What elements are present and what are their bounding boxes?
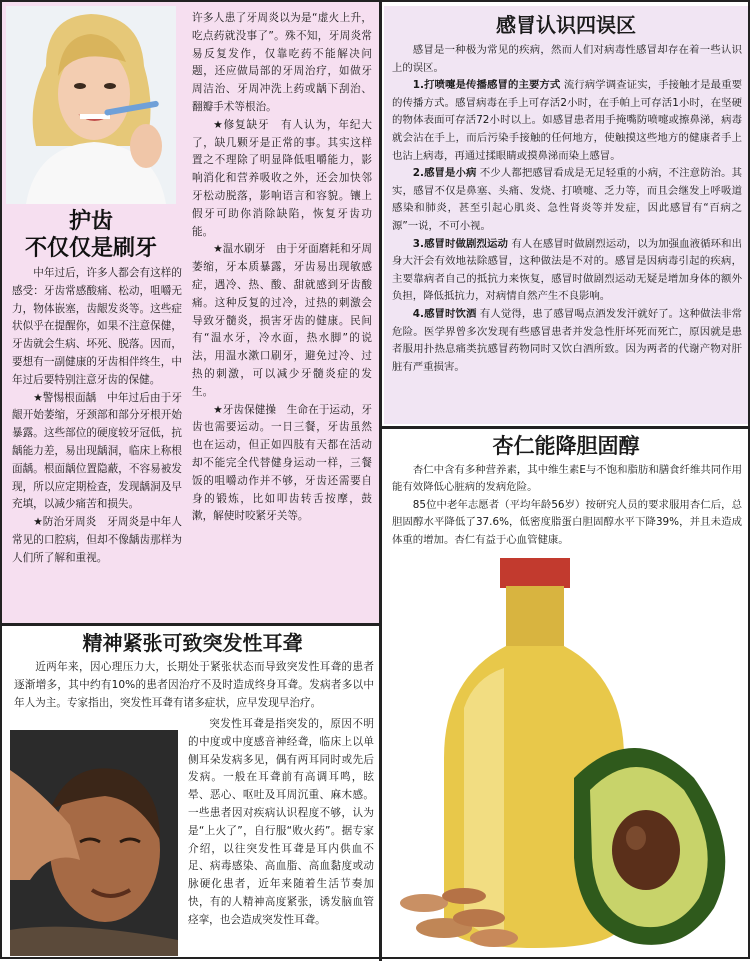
cold-item-head: 2.感冒是小病 — [412, 167, 477, 180]
teeth-article-title — [6, 208, 176, 262]
cold-article-panel — [384, 6, 748, 424]
teeth-paragraph: ★牙齿保健操 生命在于运动，牙齿也需要运动。一日三餐，牙齿虽然也在运动，但正如四肢有天都在活动却不能完全代替健身运动一样，三餐饭的咀嚼动作并不够，牙齿还需要自身的锻炼，比如叩齿转舌按摩，鼓漱，解使时咬紧牙关等。 — [192, 403, 372, 523]
teeth-column-a — [12, 265, 182, 568]
ear-article-title: 精神紧张可致突发性耳聋 — [82, 631, 303, 655]
cold-item-head: 1.打喷嚏是传播感冒的主要方式 — [412, 79, 561, 92]
almond-article-title: 杏仁能降胆固醇 — [492, 434, 640, 458]
divider — [2, 623, 379, 626]
divider — [382, 426, 750, 429]
cold-item-text: 有人在感冒时做剧烈运动，以为加强血液循环和出身大汗会有效地祛除感冒，这种做法是不对的。感冒是因病毒引起的疾病，主要靠病者自己的抵抗力来恢复，感冒时做剧烈运动无疑是增加身体的额外负担，降低抵抗力，对病情自然产生不良影响。 — [392, 237, 742, 303]
teeth-paragraph: 中年过后，许多人都会有这样的感受：牙齿常感酸痛、松动，咀嚼无力，物体嵌塞，齿龈发炎等。这些症状似乎在提醒你，如果不注意保健，牙齿就会生病、坏死、脱落。因而，要想有一副健康的牙齿相伴终生，中年过后要特别注意牙齿的保健。 — [12, 267, 182, 386]
teeth-paragraph: ★修复缺牙 有人认为，年纪大了，缺几颗牙是正常的事。其实这样置之不理除了明显降低咀嚼能力，影响消化和营养吸收之外，还会加快邻牙松动脱落，影响语言和容貌。镶上假牙可助你消除缺陷，恢复牙齿功能。 — [192, 118, 372, 238]
cold-item-head: 3.感冒时做剧烈运动 — [412, 237, 508, 250]
cold-item — [384, 77, 748, 165]
teeth-title-line2: 不仅仅是刷牙 — [24, 236, 157, 261]
cold-item-text: 不少人都把感冒看成是无足轻重的小病，不注意防治。其实，感冒不仅是鼻塞、头痛、发烧、打喷嚏、乏力等，而且会继发上呼吸道感染和肺炎，甚至引起心肌炎、急性肾炎等并发症，因此感冒有“百病之源”一说，不可小视。 — [392, 167, 742, 232]
cold-item-text: 有人觉得，患了感冒喝点酒发发汗就好了。这种做法非常危险。医学界曾多次发现有些感冒患者并发急性肝坏死而死亡，原因就是患者服用扑热息痛类抗感冒药物同时又饮白酒所致。因为两者的代谢产物对肝脏有严重损害。 — [392, 307, 742, 373]
oil-bottle-avocado-almonds-icon — [384, 558, 748, 956]
cold-article-title: 感冒认识四误区 — [496, 13, 636, 37]
almond-paragraph: 85位中老年志愿者（平均年龄56岁）按研究人员的要求服用杏仁后，总胆固醇水平降低了37.6%，低密度脂蛋白胆固醇水平下降39%，并且未造成体重的增加。杏仁有益于心血管健康。 — [392, 498, 742, 546]
woman-brushing-teeth-icon — [6, 6, 176, 204]
almond-article-panel — [384, 430, 748, 558]
ear-article-body — [188, 716, 374, 930]
teeth-paragraph: 许多人患了牙周炎以为是“虚火上升，吃点药就没事了”。殊不知，牙周炎常易反复发作，仅靠吃药不能解决问题，还应做局部的牙周治疗，如做牙周洁治、牙周冲洗上药或龋下刮治、翻瓣手术等根治。 — [192, 12, 372, 113]
teeth-paragraph: ★温水刷牙 由于牙面磨耗和牙周萎缩，牙本质暴露，牙齿易出现敏感症，遇冷、热、酸、甜就感到牙齿酸痛。这种反复的过冷，过热的刺激会导致牙髓炎，损害牙齿的健康。民间有“温水牙，冷水面，热水脚”的说法，用温水漱口刷牙，避免过冷、过热的刺激，可以减少牙髓炎症的发生。 — [192, 243, 372, 398]
teeth-paragraph: ★警惕根面龋 中年过后由于牙龈开始萎缩，牙颈部和部分牙根开始暴露。这些部位的硬度较牙冠低，抗龋能力差，易出现龋洞，临床上称根面龋。根面龋位置隐蔽，不容易被发现，所以应定期检查，发现龋洞及早充填，以减少痛苦和损失。 — [12, 391, 182, 511]
cold-item — [384, 236, 748, 306]
teeth-title-line1: 护齿 — [68, 209, 113, 234]
cold-item — [384, 165, 748, 235]
cold-intro: 感冒是一种极为常见的疾病，然而人们对病毒性感冒却存在着一些认识上的误区。 — [392, 44, 742, 74]
almond-paragraph: 杏仁中含有多种营养素，其中维生素E与不饱和脂肪和膳食纤维共同作用能有效降低心脏病的发病危险。 — [392, 464, 742, 494]
cold-item-head: 4.感冒时饮酒 — [412, 307, 477, 320]
ear-article-intro — [14, 659, 374, 712]
cold-item-text: 流行病学调查证实，手接触才是最重要的传播方式。感冒病毒在手上可存活2小时，在手帕上可存活1小时，在坚硬的物体表面可存活72小时以上。如感冒患者用手掩嘴防喷嚏或擦鼻涕，病毒就会沾在手上，而后污染手接触的任何地方，使触摸这些地方的健康者手上也沾上病毒，再通过揉眼睛或摸鼻涕而染上感冒。 — [392, 79, 742, 162]
divider — [379, 2, 382, 961]
ear-body-text: 突发性耳聋是指突发的，原因不明的中度或中度感音神经聋，临床上以单侧耳朵发病多见，偶有两耳同时或先后发病。一般在耳聋前有高调耳鸣，眩晕、恶心、呕吐及耳周沉重、麻木感。一些患者因对疾病认识程度不够，认为是“上火了”，自行服“败火药”。据专家介绍，以往突发性耳聋是耳内供血不足、病毒感染、高血脂、高血黏度或动脉硬化患者，近年来随着生活节奏加快，有的人精神高度紧张，诱发脑血管痉挛，也会造成突发性耳聋。 — [188, 718, 374, 926]
teeth-column-b — [192, 10, 372, 526]
cold-item — [384, 306, 748, 376]
teeth-paragraph: ★防治牙周炎 牙周炎是中年人常见的口腔病，但却不像龋齿那样为人们所了解和重视。 — [12, 516, 182, 564]
man-holding-head-icon — [10, 730, 178, 956]
ear-intro-text: 近两年来，因心理压力大，长期处于紧张状态而导致突发性耳聋的患者逐渐增多，其中约有10%的患者因治疗不及时造成终身耳聋。发病者多以中年人为主。专家指出，突发性耳聋有诸多症状，应早发现早治疗。 — [14, 661, 374, 709]
